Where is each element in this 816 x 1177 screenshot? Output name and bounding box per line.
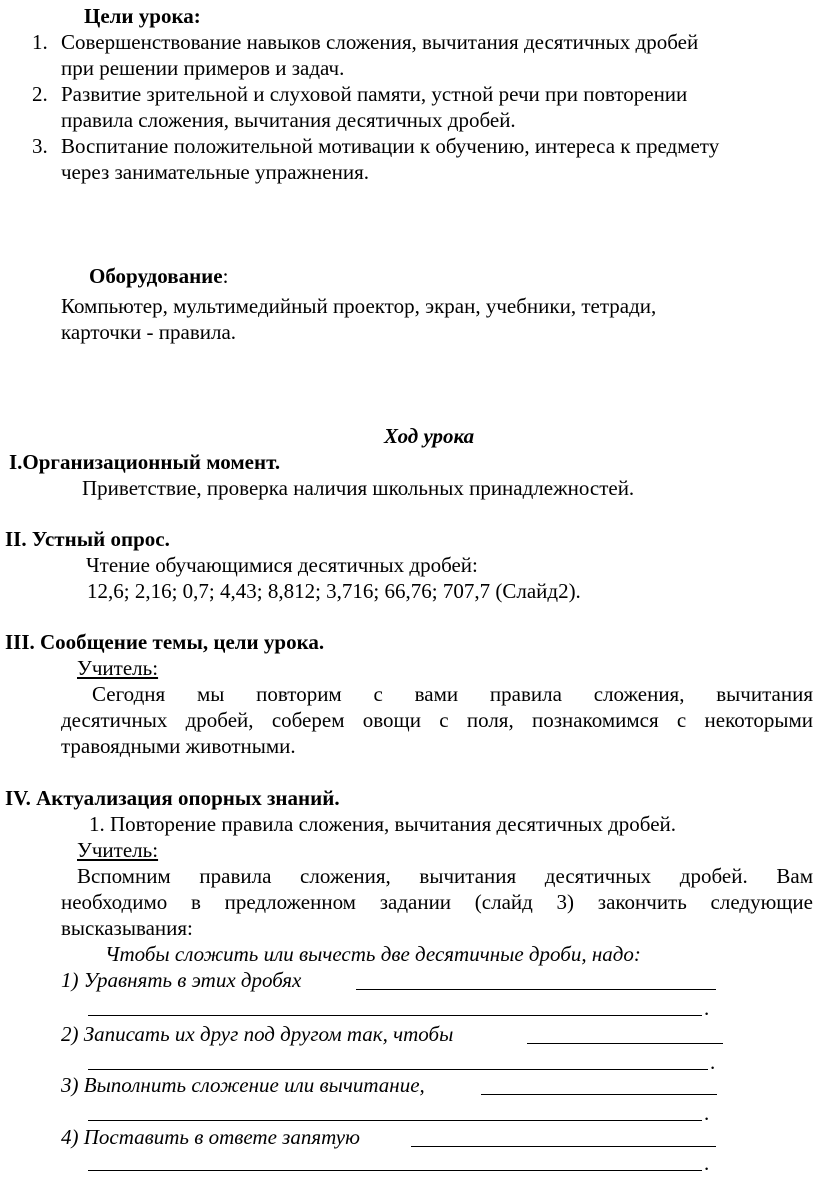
goal-line: через занимательные упражнения. bbox=[61, 160, 370, 184]
section-3-heading: III. Сообщение темы, цели урока. bbox=[5, 630, 325, 654]
teacher-label: Учитель: bbox=[77, 656, 159, 680]
answer-blank[interactable] bbox=[88, 1152, 702, 1171]
section-4-subheading: 1. Повторение правила сложения, вычитания десятичных дробей. bbox=[89, 812, 677, 836]
section-4-line: необходимо в предложенном задании (слайд 3) закончить следующие bbox=[61, 890, 813, 914]
section-3-line: травоядными животными. bbox=[61, 734, 296, 758]
task-label: 4) Поставить в ответе запятую bbox=[61, 1125, 360, 1149]
line-end-period: . bbox=[704, 1151, 710, 1175]
section-3-line: десятичных дробей, соберем овощи с поля, познакомимся с некоторыми bbox=[61, 708, 813, 732]
answer-blank[interactable] bbox=[88, 1051, 708, 1070]
goal-line: Воспитание положительной мотивации к обучению, интереса к предмету bbox=[61, 134, 720, 158]
answer-blank[interactable] bbox=[481, 1076, 717, 1095]
task-label: 1) Уравнять в этих дробях bbox=[61, 968, 302, 992]
answer-blank[interactable] bbox=[88, 997, 702, 1016]
section-2-fractions: 12,6; 2,16; 0,7; 4,43; 8,812; 3,716; 66,76; 707,7 (Слайд2). bbox=[87, 579, 581, 603]
line-end-period: . bbox=[704, 1101, 710, 1125]
task-label: 3) Выполнить сложение или вычитание, bbox=[61, 1073, 425, 1097]
goal-number: 3. bbox=[32, 134, 48, 158]
section-2-text: Чтение обучающимися десятичных дробей: bbox=[86, 553, 478, 577]
goal-line: правила сложения, вычитания десятичных дробей. bbox=[61, 108, 516, 132]
line-end-period: . bbox=[710, 1050, 716, 1074]
teacher-label: Учитель: bbox=[77, 838, 159, 862]
goal-line: при решении примеров и задач. bbox=[61, 56, 345, 80]
equipment-heading bbox=[89, 263, 228, 289]
section-1-heading: I.Организационный момент. bbox=[9, 450, 281, 474]
section-3-line: Сегодня мы повторим с вами правила сложения, вычитания bbox=[92, 682, 813, 706]
goal-line: Совершенствование навыков сложения, вычитания десятичных дробей bbox=[61, 30, 699, 54]
section-4-line: Вспомним правила сложения, вычитания десятичных дробей. Вам bbox=[77, 864, 813, 888]
answer-blank[interactable] bbox=[411, 1128, 716, 1147]
task-label: 2) Записать их друг под другом так, чтобы bbox=[61, 1022, 454, 1046]
rule-prompt: Чтобы сложить или вычесть две десятичные дроби, надо: bbox=[105, 942, 641, 966]
goal-number: 1. bbox=[32, 30, 48, 54]
section-2-heading: II. Устный опрос. bbox=[5, 527, 170, 551]
equipment-heading-text: Оборудование bbox=[89, 264, 223, 288]
section-4-heading: IV. Актуализация опорных знаний. bbox=[5, 786, 340, 810]
goal-number: 2. bbox=[32, 82, 48, 106]
equipment-line: Компьютер, мультимедийный проектор, экран, учебники, тетради, bbox=[61, 294, 657, 318]
answer-blank[interactable] bbox=[88, 1102, 702, 1121]
equipment-heading-colon: : bbox=[222, 264, 229, 288]
goals-heading: Цели урока: bbox=[84, 4, 201, 28]
section-1-text: Приветствие, проверка наличия школьных принадлежностей. bbox=[82, 476, 635, 500]
line-end-period: . bbox=[704, 996, 710, 1020]
answer-blank[interactable] bbox=[356, 971, 716, 990]
lesson-title: Ход урока bbox=[384, 424, 475, 448]
answer-blank[interactable] bbox=[527, 1025, 723, 1044]
section-4-line: высказывания: bbox=[61, 916, 193, 940]
equipment-line: карточки - правила. bbox=[61, 320, 237, 344]
goal-line: Развитие зрительной и слуховой памяти, устной речи при повторении bbox=[61, 82, 688, 106]
